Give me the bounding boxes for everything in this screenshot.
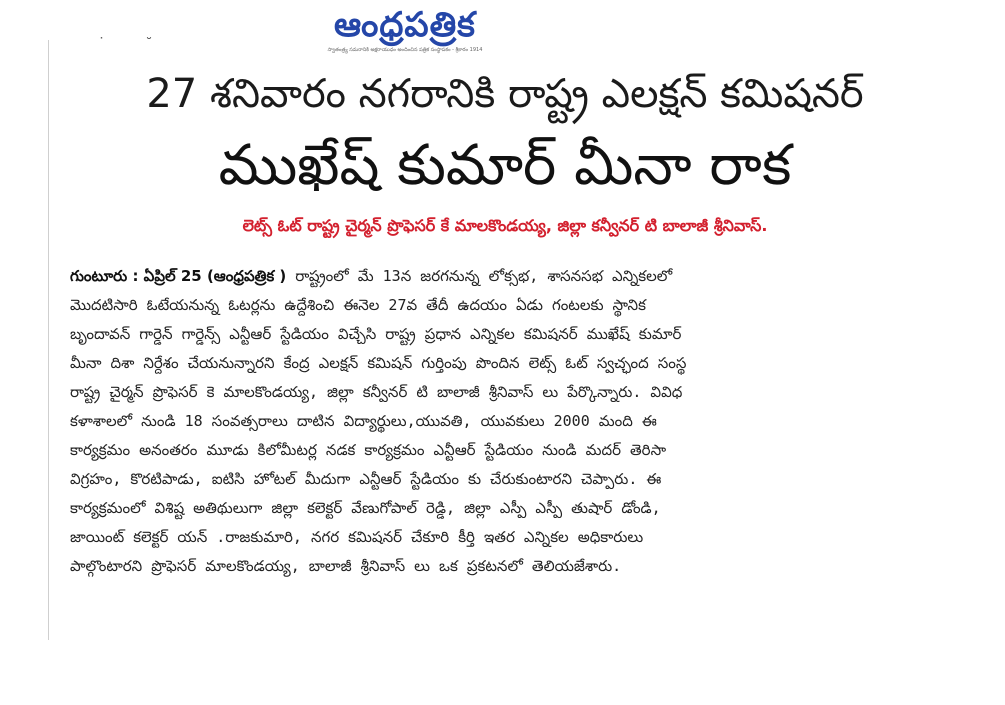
headline-main: ముఖేష్ కుమార్ మీనా రాక	[218, 133, 792, 198]
article-line: మీనా దిశా నిర్దేశం చేయనున్నారని కేంద్ర ఎలక్షన్ కమిషన్ గుర్తింపు పొందిన లెట్స్ ఓట్ స్వచ్ఛంద సంస్థ	[70, 354, 687, 372]
subheadline: లెట్స్ ఓట్ రాష్ట్ర చైర్మన్ ప్రొఫెసర్ కే మాలకొండయ్య, జిల్లా కన్వీనర్ టి బాలాజీ శ్రీనివాస్.	[242, 216, 768, 235]
article-line: కార్యక్రమం అనంతరం మూడు కిలోమీటర్ల నడక కార్యక్రమం ఎన్టీఆర్ స్టేడియం నుండి మదర్ తెరిసా	[70, 441, 667, 459]
headline-upper: 27 శనివారం నగరానికి రాష్ట్ర ఎలక్షన్ కమిషనర్	[146, 71, 864, 117]
article-line: రాష్ట్ర చైర్మన్ ప్రొఫెసర్ కె మాలకొండయ్య, జిల్లా కన్వీనర్ టి బాలాజీ శ్రీనివాస్ లు పేర్కొన్నారు. వివిధ	[70, 383, 683, 401]
newspaper-masthead	[298, 4, 512, 62]
article-line: కార్యక్రమంలో విశిష్ట అతిథులుగా జిల్లా కలెక్టర్ వేణుగోపాల్ రెడ్డి, జిల్లా ఎస్పీ ఎస్పీ తుషార్ డోండి,	[70, 499, 661, 517]
article-line	[70, 262, 938, 291]
article-body	[70, 262, 938, 581]
article-line: విగ్రహం, కొరటిపాడు, ఐటిసి హోటల్ మీదుగా ఎన్టీఆర్ స్టేడియం కు చేరుకుంటారని చెప్పారు. ఈ	[70, 470, 662, 488]
article-dateline: గుంటూరు : ఏప్రిల్ 25 (ఆంధ్రపత్రిక )	[70, 267, 287, 285]
article-line: మొదటిసారి ఓటేయనున్న ఓటర్లను ఉద్దేశించి ఈనెల 27వ తేదీ ఉదయం ఏడు గంటలకు స్థానిక	[70, 296, 646, 314]
article-line: పాల్గొంటారని ప్రొఫెసర్ మాలకొండయ్య, బాలాజీ శ్రీనివాస్ లు ఒక ప్రకటనలో తెలియజేశారు.	[70, 557, 622, 575]
article-line: బృందావన్ గార్డెన్ గార్డెన్స్ ఎన్టీఆర్ స్టేడియం విచ్చేసి రాష్ట్ర ప్రధాన ఎన్నికల కమిషనర్ ముఖేష్ కుమార్	[70, 325, 682, 343]
corner-mark: ˙ ˘	[98, 36, 171, 52]
newspaper-logo: ఆంధ్రపత్రిక	[334, 5, 476, 45]
article-line-text: రాష్ట్రంలో మే 13న జరగనున్న లోక్సభ, శాసనసభ ఎన్నికలలో	[286, 267, 673, 285]
scan-margin-line	[48, 40, 49, 640]
newspaper-tagline: స్వాతంత్ర్య సమరానికి అక్షరాయుధం అందించిన పత్రిక సంస్థాపకం - శ్రీకారం 1914	[327, 47, 483, 53]
article-line: కళాశాలలో నుండి 18 సంవత్సరాలు దాటిన విద్యార్థులు,యువతి, యువకులు 2000 మంది ఈ	[70, 412, 657, 430]
article-line: జాయింట్ కలెక్టర్ యన్ .రాజకుమారి, నగర కమిషనర్ చేకూరి కీర్తి ఇతర ఎన్నికల అధికారులు	[70, 528, 644, 546]
